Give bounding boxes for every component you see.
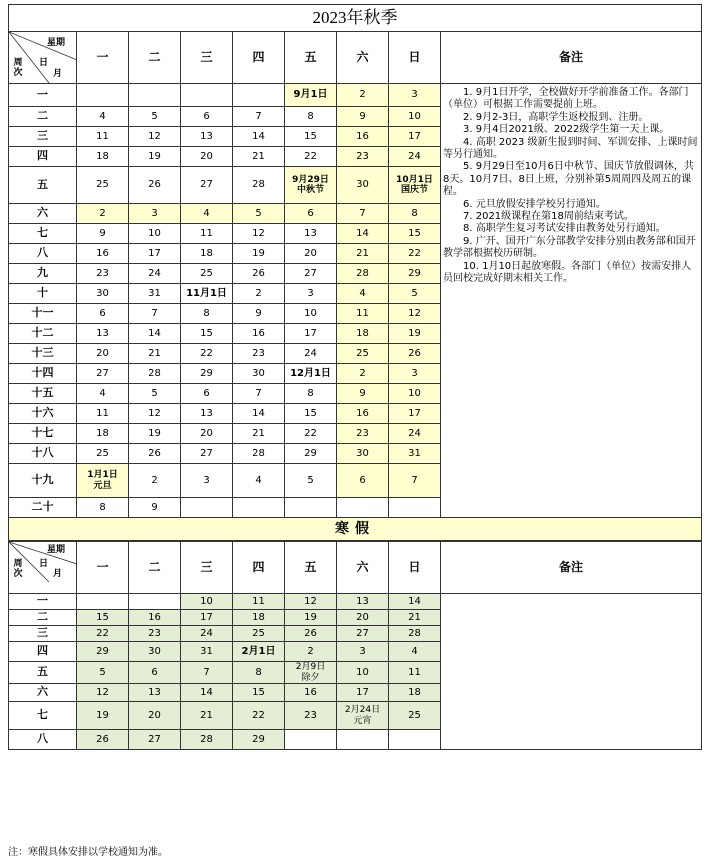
date-cell: 7 — [233, 107, 285, 127]
date-cell: 6 — [337, 464, 389, 498]
note-item: 9. 广开、国开广东分部教学安排分别由教务部和国开教学部根据校历研制。 — [443, 235, 696, 260]
date-cell: 10 — [389, 107, 441, 127]
date-cell: 15 — [77, 610, 129, 626]
day-header: 四 — [233, 542, 285, 594]
date-cell: 11 — [233, 594, 285, 610]
week-number: 十四 — [9, 364, 77, 384]
date-cell: 23 — [337, 424, 389, 444]
date-cell: 24 — [389, 424, 441, 444]
note-item: 2. 9月2-3日，高职学生返校报到、注册。 — [463, 111, 649, 123]
date-cell: 17 — [337, 684, 389, 702]
date-cell: 4 — [337, 284, 389, 304]
date-cell: 2 — [129, 464, 181, 498]
date-cell: 18 — [233, 610, 285, 626]
date-cell: 19 — [77, 702, 129, 730]
notes-header: 备注 — [441, 32, 702, 84]
date-cell: 15 — [233, 684, 285, 702]
corner-day-label: 日 — [39, 559, 49, 569]
date-cell: 13 — [129, 684, 181, 702]
date-cell: 12 — [233, 224, 285, 244]
date-cell: 22 — [389, 244, 441, 264]
date-cell: 28 — [129, 364, 181, 384]
week-number: 八 — [9, 244, 77, 264]
date-cell: 25 — [337, 344, 389, 364]
date-cell — [77, 84, 129, 107]
date-cell: 9 — [129, 498, 181, 518]
date-cell: 5 — [129, 107, 181, 127]
date-cell: 27 — [77, 364, 129, 384]
date-cell: 11 — [77, 127, 129, 147]
date-cell: 2月9日 除夕 — [285, 662, 337, 684]
week-number: 十六 — [9, 404, 77, 424]
day-header: 三 — [181, 542, 233, 594]
date-cell: 28 — [233, 167, 285, 204]
date-cell: 24 — [389, 147, 441, 167]
date-cell: 25 — [233, 626, 285, 642]
footer-note: 注：寒假具体安排以学校通知为准。 — [8, 847, 168, 858]
date-cell — [233, 498, 285, 518]
date-cell — [389, 498, 441, 518]
date-cell: 11 — [389, 662, 441, 684]
date-cell: 29 — [285, 444, 337, 464]
date-cell: 16 — [337, 127, 389, 147]
date-cell: 28 — [337, 264, 389, 284]
date-cell — [233, 84, 285, 107]
corner-cell — [9, 32, 77, 84]
date-cell: 5 — [285, 464, 337, 498]
date-cell: 7 — [233, 384, 285, 404]
date-cell: 12 — [389, 304, 441, 324]
date-cell: 31 — [129, 284, 181, 304]
corner-day-label: 日 — [39, 58, 49, 68]
date-cell: 27 — [285, 264, 337, 284]
note-item: 10. 1月10日起放寒假。各部门（单位）按需安排人员回校完成好期末相关工作。 — [443, 260, 692, 285]
date-cell: 26 — [77, 730, 129, 750]
week-number: 一 — [9, 594, 77, 610]
date-cell: 17 — [285, 324, 337, 344]
date-cell: 14 — [389, 594, 441, 610]
date-cell: 21 — [233, 147, 285, 167]
week-number: 五 — [9, 167, 77, 204]
date-cell: 11 — [181, 224, 233, 244]
date-cell: 8 — [285, 384, 337, 404]
notes-header: 备注 — [441, 542, 702, 594]
date-cell: 25 — [181, 264, 233, 284]
date-cell — [337, 730, 389, 750]
table-row — [9, 84, 702, 107]
date-cell: 12 — [77, 684, 129, 702]
date-cell: 31 — [389, 444, 441, 464]
day-header: 六 — [337, 542, 389, 594]
date-cell: 25 — [77, 167, 129, 204]
corner-month-label: 月 — [53, 69, 63, 79]
date-cell: 26 — [389, 344, 441, 364]
date-cell: 24 — [129, 264, 181, 284]
date-cell: 11 — [337, 304, 389, 324]
date-cell: 29 — [181, 364, 233, 384]
autumn-header-row — [9, 32, 702, 84]
date-cell: 10 — [129, 224, 181, 244]
date-cell: 2 — [337, 364, 389, 384]
corner-week-label: 周次 — [13, 58, 23, 78]
date-cell: 15 — [389, 224, 441, 244]
date-cell: 12月1日 — [285, 364, 337, 384]
date-cell: 17 — [129, 244, 181, 264]
date-cell: 16 — [285, 684, 337, 702]
date-cell: 21 — [181, 702, 233, 730]
date-cell: 3 — [181, 464, 233, 498]
week-number: 十八 — [9, 444, 77, 464]
date-cell — [181, 84, 233, 107]
week-number: 五 — [9, 662, 77, 684]
date-cell: 19 — [129, 147, 181, 167]
date-cell: 27 — [337, 626, 389, 642]
date-cell: 12 — [129, 127, 181, 147]
date-cell: 20 — [129, 702, 181, 730]
week-number: 八 — [9, 730, 77, 750]
date-cell: 31 — [181, 642, 233, 662]
week-number: 十一 — [9, 304, 77, 324]
date-cell: 21 — [233, 424, 285, 444]
week-number: 四 — [9, 147, 77, 167]
date-cell: 10月1日 国庆节 — [389, 167, 441, 204]
date-cell: 27 — [129, 730, 181, 750]
date-cell: 12 — [285, 594, 337, 610]
date-cell: 10 — [285, 304, 337, 324]
week-number: 十七 — [9, 424, 77, 444]
week-number: 七 — [9, 702, 77, 730]
date-cell: 9 — [77, 224, 129, 244]
week-number: 二十 — [9, 498, 77, 518]
date-cell: 20 — [77, 344, 129, 364]
date-cell: 11 — [77, 404, 129, 424]
date-cell: 28 — [233, 444, 285, 464]
date-cell — [337, 498, 389, 518]
date-cell: 7 — [129, 304, 181, 324]
date-cell: 21 — [337, 244, 389, 264]
week-number: 三 — [9, 626, 77, 642]
date-cell: 5 — [129, 384, 181, 404]
date-cell: 30 — [337, 167, 389, 204]
week-number: 一 — [9, 84, 77, 107]
date-cell: 19 — [389, 324, 441, 344]
date-cell: 18 — [389, 684, 441, 702]
date-cell — [129, 594, 181, 610]
date-cell: 28 — [181, 730, 233, 750]
day-header: 四 — [233, 32, 285, 84]
date-cell: 16 — [337, 404, 389, 424]
date-cell: 20 — [181, 147, 233, 167]
corner-month-label: 月 — [53, 569, 63, 579]
note-item: 7. 2021级课程在第18周前结束考试。 — [463, 211, 634, 223]
date-cell: 18 — [77, 147, 129, 167]
date-cell: 9 — [337, 384, 389, 404]
corner-weekday-label: 星期 — [47, 545, 66, 555]
date-cell: 25 — [77, 444, 129, 464]
date-cell: 26 — [129, 444, 181, 464]
date-cell: 1月1日 元旦 — [77, 464, 129, 498]
day-header: 日 — [389, 542, 441, 594]
date-cell: 22 — [181, 344, 233, 364]
day-header: 一 — [77, 32, 129, 84]
date-cell: 29 — [233, 730, 285, 750]
date-cell: 21 — [129, 344, 181, 364]
week-number: 十五 — [9, 384, 77, 404]
date-cell: 4 — [77, 384, 129, 404]
date-cell: 25 — [389, 702, 441, 730]
note-item: 6. 元旦放假安排学校另行通知。 — [463, 198, 606, 210]
day-header: 二 — [129, 542, 181, 594]
week-number: 三 — [9, 127, 77, 147]
date-cell — [129, 84, 181, 107]
week-number: 六 — [9, 204, 77, 224]
date-cell: 5 — [389, 284, 441, 304]
date-cell: 13 — [181, 127, 233, 147]
day-header: 日 — [389, 32, 441, 84]
date-cell — [285, 498, 337, 518]
date-cell: 6 — [181, 107, 233, 127]
date-cell: 3 — [389, 364, 441, 384]
date-cell: 21 — [389, 610, 441, 626]
date-cell: 26 — [233, 264, 285, 284]
week-number: 九 — [9, 264, 77, 284]
date-cell: 10 — [389, 384, 441, 404]
date-cell: 4 — [389, 642, 441, 662]
page-title: 2023年秋季 — [9, 5, 702, 32]
date-cell: 8 — [77, 498, 129, 518]
date-cell: 24 — [285, 344, 337, 364]
week-number: 十九 — [9, 464, 77, 498]
date-cell: 15 — [181, 324, 233, 344]
date-cell: 2 — [285, 642, 337, 662]
date-cell: 23 — [77, 264, 129, 284]
calendar — [8, 4, 701, 750]
day-header: 三 — [181, 32, 233, 84]
date-cell: 19 — [285, 610, 337, 626]
date-cell: 24 — [181, 626, 233, 642]
date-cell: 12 — [129, 404, 181, 424]
day-header: 五 — [285, 32, 337, 84]
date-cell: 16 — [77, 244, 129, 264]
date-cell: 13 — [337, 594, 389, 610]
winter-table — [8, 541, 702, 750]
date-cell: 8 — [181, 304, 233, 324]
date-cell: 30 — [129, 642, 181, 662]
corner-weekday-label: 星期 — [47, 38, 66, 48]
date-cell: 3 — [389, 84, 441, 107]
date-cell: 8 — [389, 204, 441, 224]
date-cell: 6 — [129, 662, 181, 684]
date-cell: 10 — [337, 662, 389, 684]
date-cell: 3 — [285, 284, 337, 304]
date-cell: 27 — [181, 444, 233, 464]
note-item: 3. 9月4日2021级、2022级学生第一天上课。 — [463, 124, 670, 136]
date-cell: 4 — [77, 107, 129, 127]
day-header: 五 — [285, 542, 337, 594]
date-cell: 23 — [337, 147, 389, 167]
date-cell: 16 — [233, 324, 285, 344]
date-cell: 13 — [77, 324, 129, 344]
date-cell: 18 — [181, 244, 233, 264]
date-cell: 2 — [233, 284, 285, 304]
date-cell: 17 — [389, 127, 441, 147]
date-cell: 30 — [77, 284, 129, 304]
date-cell: 4 — [181, 204, 233, 224]
date-cell: 19 — [233, 244, 285, 264]
day-header: 六 — [337, 32, 389, 84]
week-number: 二 — [9, 610, 77, 626]
week-number: 十 — [9, 284, 77, 304]
date-cell: 2 — [77, 204, 129, 224]
date-cell: 19 — [129, 424, 181, 444]
date-cell: 7 — [181, 662, 233, 684]
week-number: 六 — [9, 684, 77, 702]
date-cell: 2 — [337, 84, 389, 107]
date-cell: 15 — [285, 404, 337, 424]
week-number: 十二 — [9, 324, 77, 344]
date-cell: 10 — [181, 594, 233, 610]
date-cell — [181, 498, 233, 518]
date-cell: 22 — [285, 147, 337, 167]
date-cell: 23 — [129, 626, 181, 642]
date-cell — [389, 730, 441, 750]
corner-cell — [9, 542, 77, 594]
date-cell: 14 — [129, 324, 181, 344]
date-cell: 5 — [233, 204, 285, 224]
date-cell: 9 — [233, 304, 285, 324]
date-cell: 11月1日 — [181, 284, 233, 304]
date-cell: 28 — [389, 626, 441, 642]
note-item: 8. 高职学生复习考试安排由教务处另行通知。 — [463, 223, 666, 235]
date-cell: 3 — [129, 204, 181, 224]
corner-week-label: 周次 — [13, 559, 23, 579]
date-cell: 2月1日 — [233, 642, 285, 662]
date-cell: 20 — [337, 610, 389, 626]
date-cell: 13 — [181, 404, 233, 424]
table-row — [9, 594, 702, 610]
autumn-table — [8, 4, 702, 541]
winter-title: 寒假 — [9, 518, 702, 541]
date-cell: 9月1日 — [285, 84, 337, 107]
winter-header-row — [9, 542, 702, 594]
week-number: 二 — [9, 107, 77, 127]
date-cell: 22 — [285, 424, 337, 444]
winter-notes-cell — [441, 594, 702, 750]
note-item: 5. 9月29日至10月6日中秋节、国庆节放假调休，共8天。10月7日、8日上班，分别补第5周周四及周五的课程。 — [443, 161, 694, 198]
date-cell: 30 — [233, 364, 285, 384]
date-cell — [77, 594, 129, 610]
date-cell: 29 — [77, 642, 129, 662]
date-cell: 8 — [285, 107, 337, 127]
date-cell: 20 — [181, 424, 233, 444]
date-cell: 5 — [77, 662, 129, 684]
date-cell: 22 — [233, 702, 285, 730]
date-cell: 14 — [233, 127, 285, 147]
date-cell: 6 — [181, 384, 233, 404]
date-cell: 20 — [285, 244, 337, 264]
date-cell: 18 — [77, 424, 129, 444]
date-cell: 7 — [389, 464, 441, 498]
week-number: 七 — [9, 224, 77, 244]
date-cell: 26 — [285, 626, 337, 642]
week-number: 十三 — [9, 344, 77, 364]
date-cell: 17 — [181, 610, 233, 626]
date-cell: 8 — [233, 662, 285, 684]
date-cell — [285, 730, 337, 750]
date-cell: 30 — [337, 444, 389, 464]
date-cell: 22 — [77, 626, 129, 642]
date-cell: 4 — [233, 464, 285, 498]
date-cell: 6 — [77, 304, 129, 324]
date-cell: 14 — [181, 684, 233, 702]
date-cell: 13 — [285, 224, 337, 244]
date-cell: 6 — [285, 204, 337, 224]
day-header: 二 — [129, 32, 181, 84]
date-cell: 14 — [233, 404, 285, 424]
date-cell: 16 — [129, 610, 181, 626]
date-cell: 29 — [389, 264, 441, 284]
date-cell: 9月29日 中秋节 — [285, 167, 337, 204]
date-cell: 23 — [285, 702, 337, 730]
date-cell: 27 — [181, 167, 233, 204]
date-cell: 14 — [337, 224, 389, 244]
date-cell: 15 — [285, 127, 337, 147]
note-item: 4. 高职 2023 级新生报到时间、军训安排、上课时间等另行通知。 — [443, 136, 698, 161]
date-cell: 17 — [389, 404, 441, 424]
notes-cell — [441, 84, 702, 518]
week-number: 四 — [9, 642, 77, 662]
day-header: 一 — [77, 542, 129, 594]
date-cell: 9 — [337, 107, 389, 127]
date-cell: 2月24日 元宵 — [337, 702, 389, 730]
date-cell: 26 — [129, 167, 181, 204]
date-cell: 3 — [337, 642, 389, 662]
date-cell: 7 — [337, 204, 389, 224]
date-cell: 18 — [337, 324, 389, 344]
date-cell: 23 — [233, 344, 285, 364]
note-item: 1. 9月1日开学，全校做好开学前准备工作。各部门（单位）可根据工作需要提前上班。 — [443, 87, 689, 111]
